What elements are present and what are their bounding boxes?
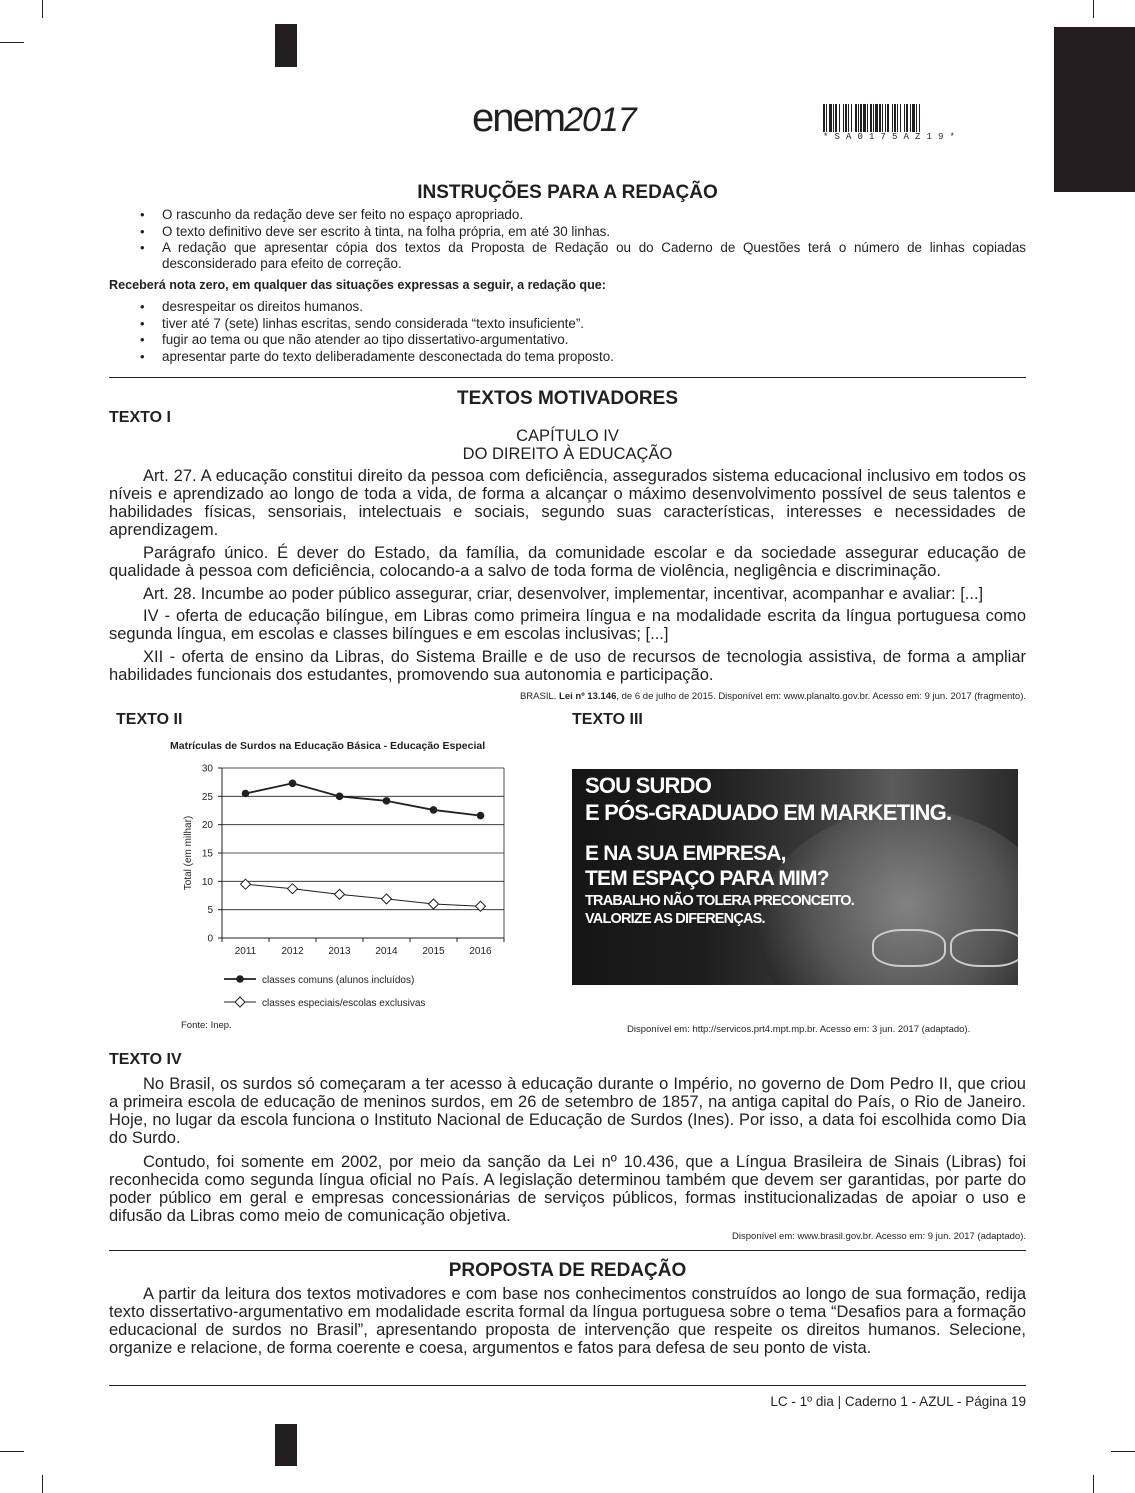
glasses-lens (950, 929, 1018, 967)
texto1-paragraph: Art. 27. A educação constitui direito da pessoa com deficiência, assegurados sistema educacional inclusivo em todos os níveis e aprendizado ao longo de toda a vida, de forma a alcançar o máximo desenvolvimento possível de seus talentos e habilidades físicas, sensoriais, intelectuais e sociais, segundo suas características, interesses e necessidades de aprendizagem. (109, 467, 1026, 539)
legend-label: classes especiais/escolas exclusivas (262, 998, 426, 1009)
legend-marker (235, 997, 245, 1007)
bullet-item: • desrespeitar os direitos humanos. (137, 299, 1026, 315)
x-tick-label: 2011 (234, 946, 257, 957)
motivadores-title: TEXTOS MOTIVADORES (457, 388, 678, 409)
registration-block (275, 1424, 297, 1466)
page-label: LC - 1º dia | Caderno 1 - AZUL - Página 19 (770, 1394, 1026, 1409)
data-point (382, 894, 392, 904)
x-tick-label: 2014 (375, 946, 398, 957)
divider (109, 377, 1026, 378)
data-point (242, 790, 250, 798)
texto3-source: Disponível em: http://servicos.prt4.mpt.mp.br. Acesso em: 3 jun. 2017 (adaptado). (627, 1024, 971, 1035)
ad-headline: E PÓS-GRADUADO EM MARKETING. (585, 800, 952, 825)
ad-headline: SOU SURDO (585, 773, 712, 798)
y-axis-label: Total (em milhar) (183, 815, 194, 891)
crop-mark (1093, 0, 1094, 18)
texto1-paragraph: Art. 28. Incumbe ao poder público assegurar, criar, desenvolver, implementar, incentivar, acompanhar e avaliar: [...] (143, 585, 984, 603)
bullet-item: • O texto definitivo deve ser escrito à tinta, na folha própria, em até 30 linhas. (137, 224, 1026, 240)
data-point (430, 806, 438, 814)
chapter-number: CAPÍTULO IV (516, 427, 619, 445)
line-chart (160, 735, 540, 1020)
side-tab (1054, 27, 1135, 192)
glasses-lens (872, 929, 946, 967)
crop-mark (1093, 1475, 1094, 1493)
instructions-list (137, 207, 1026, 272)
enem-logo: enem2017 (472, 96, 636, 140)
crop-mark (1111, 1451, 1135, 1452)
crop-mark (0, 42, 24, 43)
ad-slogan: TRABALHO NÃO TOLERA PRECONCEITO. (585, 893, 854, 909)
series-line (246, 783, 481, 815)
zero-list (137, 299, 1026, 365)
series-line (246, 884, 481, 906)
data-point (477, 812, 485, 820)
ad-question: TEM ESPAÇO PARA MIM? (585, 867, 829, 890)
bullet-item: • tiver até 7 (sete) linhas escritas, sendo considerada “texto insuficiente”. (137, 316, 1026, 332)
texto1-paragraph: IV - oferta de educação bilíngue, em Libras como primeira língua e na modalidade escrita da língua portuguesa como segunda língua, em escolas e classes bilíngues e em escolas inclusivas; [...] (109, 607, 1026, 643)
chart-title: Matrículas de Surdos na Educação Básica - Educação Especial (170, 740, 486, 752)
y-tick-label: 15 (201, 848, 213, 860)
x-tick-label: 2016 (469, 946, 492, 957)
y-tick-label: 25 (201, 791, 213, 803)
barcode-bar (920, 104, 922, 132)
chapter-title: DO DIREITO À EDUCAÇÃO (462, 445, 673, 463)
instructions-title: INSTRUÇÕES PARA A REDAÇÃO (417, 182, 718, 203)
texto4-source: Disponível em: www.brasil.gov.br. Acesso em: 9 jun. 2017 (adaptado). (732, 1231, 1026, 1242)
y-tick-label: 20 (201, 820, 213, 832)
data-point (241, 879, 251, 889)
crop-mark (0, 1451, 24, 1452)
bullet-item: • O rascunho da redação deve ser feito no espaço apropriado. (137, 207, 1026, 223)
texto4-label: TEXTO IV (109, 1051, 182, 1068)
texto2-source: Fonte: Inep. (181, 1020, 232, 1031)
texto1-source: BRASIL. Lei nº 13.146, de 6 de julho de 2015. Disponível em: www.planalto.gov.br. Acesso em: 9 jun. 2017 (fragmento). (519, 691, 1026, 702)
y-tick-label: 30 (201, 763, 213, 775)
data-point (429, 899, 439, 909)
barcode-text: *SA0175AZ19* (823, 132, 962, 142)
bullet-item: • fugir ao tema ou que não atender ao tipo dissertativo-argumentativo. (137, 332, 1026, 348)
x-tick-label: 2012 (281, 946, 304, 957)
ad-question: E NA SUA EMPRESA, (585, 842, 786, 865)
texto1-paragraph: XII - oferta de ensino da Libras, do Sistema Braille e de uso de recursos de tecnologia assistiva, de forma a ampliar habilidades funcionais dos estudantes, promovendo sua autonomia e participação. (109, 648, 1026, 684)
legend-marker (236, 975, 244, 983)
data-point (335, 889, 345, 899)
data-point (288, 884, 298, 894)
data-point (289, 780, 297, 788)
y-tick-label: 5 (207, 905, 213, 917)
divider (109, 1250, 1026, 1251)
data-point (336, 793, 344, 801)
texto1-label: TEXTO I (109, 409, 171, 426)
proposta-text: A partir da leitura dos textos motivadores e com base nos conhecimentos construídos ao longo de sua formação, redija texto dissertativo-argumentativo em modalidade escrita formal da língua portuguesa sobre o tema “Desafios para a formação educacional de surdos no Brasil”, apresentando proposta de intervenção que respeite os direitos humanos. Selecione, organize e relacione, de forma coerente e coesa, argumentos e fatos para defesa de seu ponto de vista. (109, 1285, 1026, 1357)
crop-mark (42, 1475, 43, 1493)
data-point (383, 797, 391, 805)
texto2-label: TEXTO II (116, 711, 183, 728)
footer-divider (109, 1385, 1026, 1386)
campaign-poster (572, 769, 1018, 985)
barcode (823, 104, 1023, 132)
x-tick-label: 2015 (422, 946, 445, 957)
x-tick-label: 2013 (328, 946, 351, 957)
zero-heading: Receberá nota zero, em qualquer das situações expressas a seguir, a redação que: (109, 278, 606, 292)
y-tick-label: 0 (207, 933, 213, 945)
proposta-title: PROPOSTA DE REDAÇÃO (448, 1260, 687, 1281)
y-tick-label: 10 (201, 876, 213, 888)
texto4-paragraph: Contudo, foi somente em 2002, por meio da sanção da Lei nº 10.436, que a Língua Brasileira de Sinais (Libras) foi reconhecida como segunda língua oficial no País. A legislação determinou também que devem ser garantidas, por parte do poder público em geral e empresas concessionárias de serviços públicos, formas institucionalizadas de apoiar o uso e difusão da Libras como meio de comunicação objetiva. (109, 1153, 1026, 1225)
crop-mark (42, 0, 43, 18)
texto4-paragraph: No Brasil, os surdos só começaram a ter acesso à educação durante o Império, no governo de Dom Pedro II, que criou a primeira escola de educação de meninos surdos, em 26 de setembro de 1857, na antiga capital do País, o Rio de Janeiro. Hoje, no lugar da escola funciona o Instituto Nacional de Educação de Surdos (Ines). Por isso, a data foi escolhida como Dia do Surdo. (109, 1075, 1026, 1147)
texto1-paragraph: Parágrafo único. É dever do Estado, da família, da comunidade escolar e da sociedade assegurar educação de qualidade à pessoa com deficiência, colocando-a a salvo de toda forma de violência, negligência e discriminação. (109, 544, 1026, 580)
bullet-item: • apresentar parte do texto deliberadamente desconectada do tema proposto. (137, 349, 1026, 365)
ad-slogan: VALORIZE AS DIFERENÇAS. (585, 911, 765, 927)
bullet-item: • A redação que apresentar cópia dos textos da Proposta de Redação ou do Caderno de Questões terá o número de linhas copiadas desconsiderado para efeito de correção. (137, 240, 1026, 271)
legend-label: classes comuns (alunos incluídos) (262, 975, 415, 986)
registration-block (275, 24, 297, 67)
texto3-label: TEXTO III (572, 711, 643, 728)
